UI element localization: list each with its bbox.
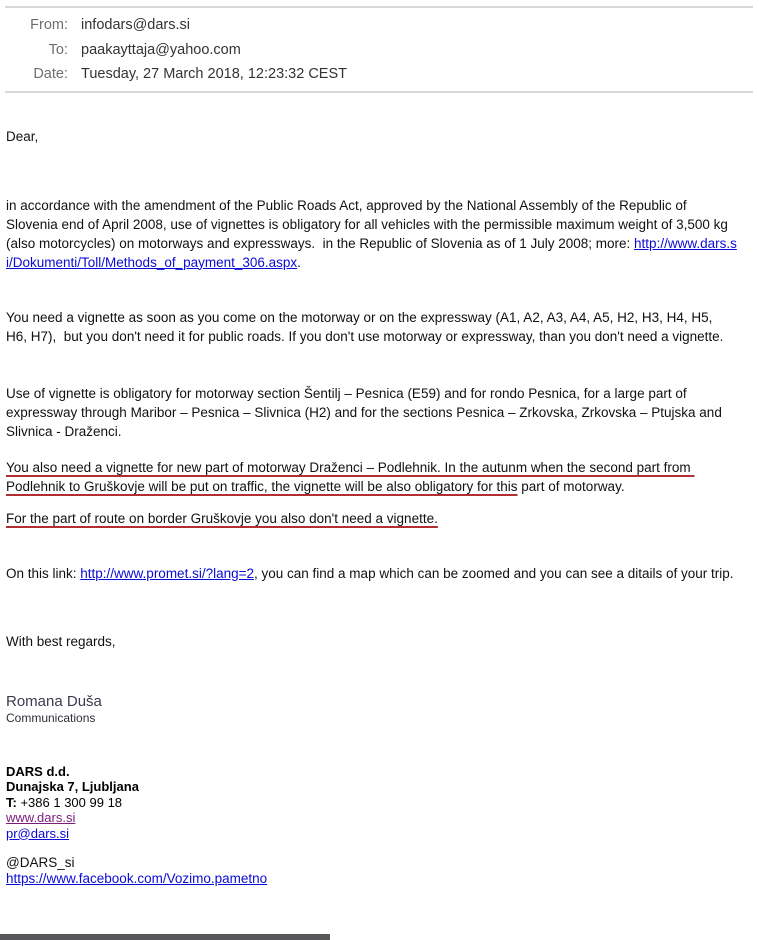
signature-job-title: Communications bbox=[6, 710, 96, 725]
paragraph-vignette-law-text: in accordance with the amendment of the Public Roads Act, approved by the National Assembly of the Republic of Slovenia end of April 2008, use of vignettes is obligatory for all vehicles with the permissible maximum weight of 3,500 kg (also motorcycles) on motorways and expressways. in the Republic of Slovenia as of 1 July 2008; more: bbox=[6, 197, 732, 251]
paragraph-drazenci-podlehnik bbox=[6, 458, 737, 496]
paragraph-gruskovje-border bbox=[6, 509, 737, 528]
paragraph-obligatory-sections: Use of vignette is obligatory for motorway section Šentilj – Pesnica (E59) and for rondo Pesnica, for a large part of expressway through Maribor – Pesnica – Slivnica (H2) and for the sections Pesnica – Zrkovska, Zrkovska – Ptujska and Slivnica - Draženci. bbox=[6, 385, 726, 439]
promet-map-link[interactable]: http://www.promet.si/?lang=2 bbox=[80, 565, 254, 581]
date-label: Date: bbox=[33, 66, 68, 83]
signature-email-line bbox=[6, 826, 759, 842]
paragraph-map-link-before: On this link: bbox=[6, 565, 81, 581]
red-underlined-text-2: For the part of route on border Gruškovje you also don't need a vignette. bbox=[6, 510, 438, 526]
paragraph-map-link-after: , you can find a map which can be zoomed and you can see a ditails of your trip. bbox=[254, 565, 734, 581]
red-underlined-text-1: You also need a vignette for new part of motorway Draženci – Podlehnik. In the autunm when the second part from Podlehnik to Gruškovje will be put on traffic, the vignette will be also obligatory for this bbox=[6, 459, 695, 494]
from-value: infodars@dars.si bbox=[81, 17, 191, 34]
paragraph-motorway-list: You need a vignette as soon as you come on the motorway or on the expressway (A1, A2, A3, A4, A5, H2, H3, H4, H5, H6, H7), but you don't need it for public roads. If you don't use motorway or expressway, than you don't need a vignette. bbox=[6, 309, 724, 344]
twitter-handle: @DARS_si bbox=[6, 855, 75, 870]
header-row-date bbox=[0, 62, 759, 87]
dars-payment-methods-link[interactable]: http://www.dars.si/Dokumenti/Toll/Methods_of_payment_306.aspx bbox=[6, 235, 737, 270]
salutation: Dear, bbox=[6, 128, 39, 144]
paragraph-map-link bbox=[6, 564, 737, 583]
signature-social-block bbox=[6, 855, 759, 887]
date-value: Tuesday, 27 March 2018, 12:23:32 CEST bbox=[81, 66, 347, 83]
email-body bbox=[0, 93, 759, 651]
from-label: From: bbox=[30, 17, 68, 34]
signature-phone-number: +386 1 300 99 18 bbox=[16, 794, 123, 810]
signature-company: DARS d.d. bbox=[6, 763, 70, 779]
email-header bbox=[0, 8, 759, 91]
header-row-from bbox=[0, 13, 759, 38]
paragraph-vignette-law-period: . bbox=[297, 254, 301, 270]
header-row-to bbox=[0, 38, 759, 63]
signature-phone-label: T: bbox=[6, 794, 17, 810]
paragraph-drazenci-podlehnik-tail: part of motorway. bbox=[517, 478, 625, 494]
paragraph-vignette-law bbox=[6, 196, 737, 272]
facebook-link-line bbox=[6, 871, 759, 887]
signature-company-block bbox=[6, 764, 759, 842]
facebook-link[interactable]: https://www.facebook.com/Vozimo.pametno bbox=[6, 871, 268, 886]
dars-website-link[interactable]: www.dars.si bbox=[6, 810, 76, 825]
signature-website-line bbox=[6, 810, 759, 826]
signature-address: Dunajska 7, Ljubljana bbox=[6, 779, 139, 794]
to-value: paakayttaja@yahoo.com bbox=[81, 41, 241, 58]
to-label: To: bbox=[48, 41, 68, 58]
pr-email-link[interactable]: pr@dars.si bbox=[6, 825, 70, 841]
signature-name: Romana Duša bbox=[6, 692, 102, 710]
bottom-cutoff-bar bbox=[0, 934, 330, 940]
closing-regards: With best regards, bbox=[6, 633, 116, 649]
signature-phone bbox=[6, 795, 759, 811]
